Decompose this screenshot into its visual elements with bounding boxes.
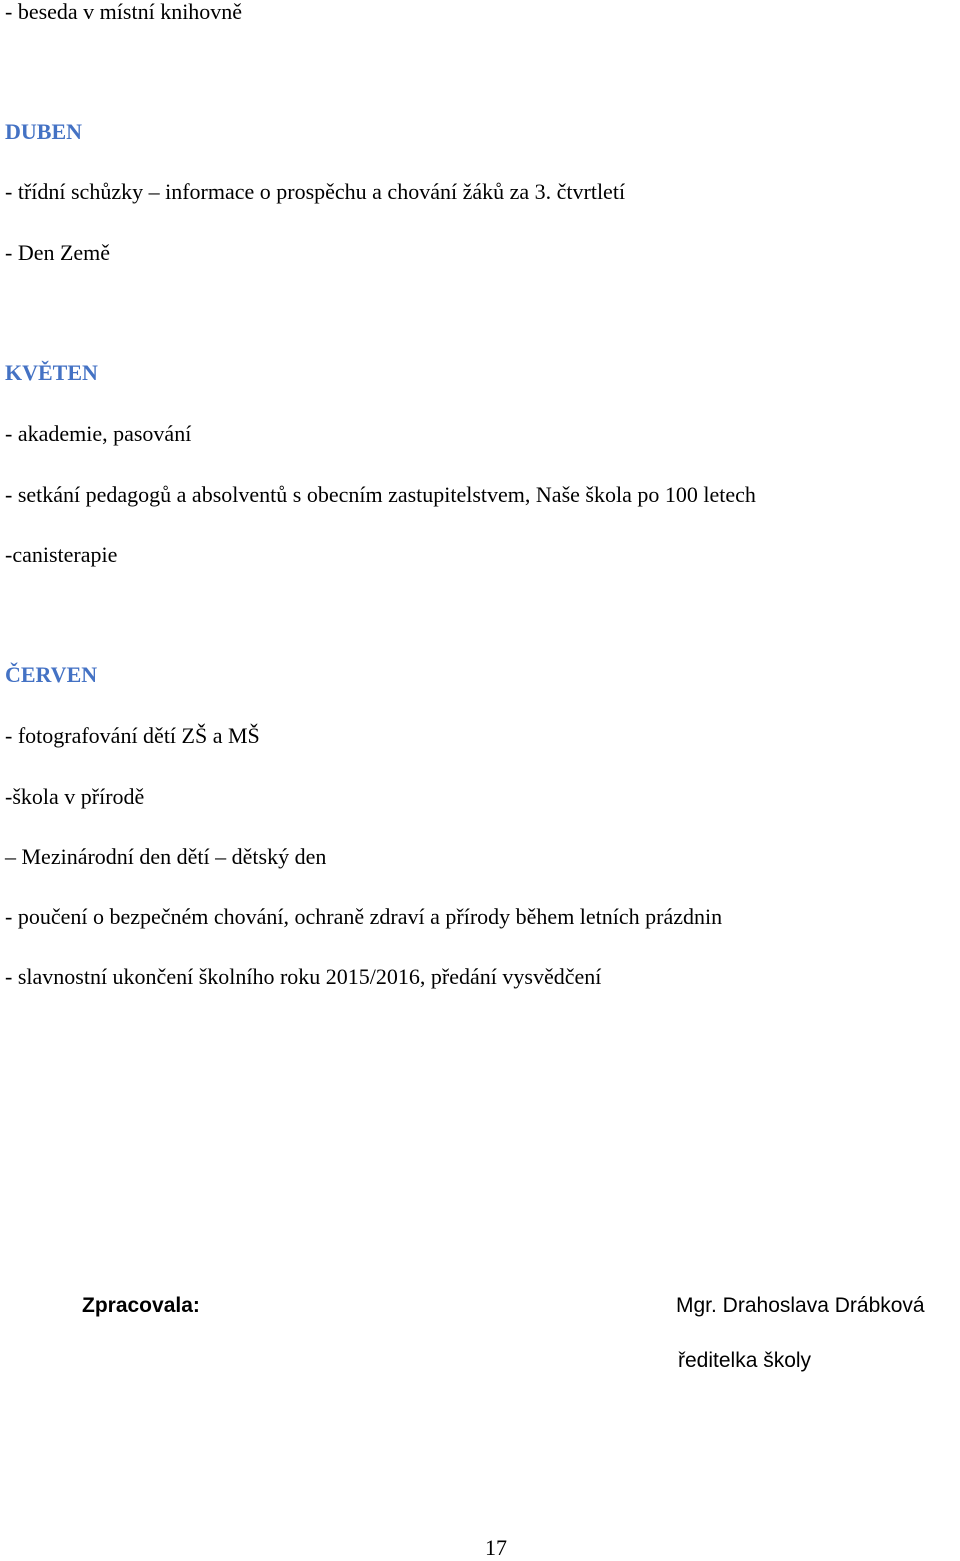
- signature-name: Mgr. Drahoslava Drábková: [676, 1294, 925, 1317]
- item-mezinarodni-den: – Mezinárodní den dětí – dětský den: [5, 844, 327, 869]
- heading-cerven: ČERVEN: [5, 662, 98, 687]
- page-number: 17: [485, 1535, 507, 1560]
- signature-label: Zpracovala:: [82, 1294, 200, 1317]
- item-akademie: - akademie, pasování: [5, 421, 192, 446]
- item-den-zeme: - Den Země: [5, 240, 111, 265]
- item-slavnostni: - slavnostní ukončení školního roku 2015/2016, předání vysvědčení: [5, 964, 602, 989]
- item-tridni-schuzky: - třídní schůzky – informace o prospěchu a chování žáků za 3. čtvrtletí: [5, 179, 626, 204]
- signature-role: ředitelka školy: [678, 1349, 812, 1372]
- item-canisterapie: -canisterapie: [5, 542, 118, 567]
- item-beseda: - beseda v místní knihovně: [5, 0, 243, 24]
- heading-duben: DUBEN: [5, 119, 83, 144]
- heading-kveten: KVĚTEN: [5, 360, 98, 385]
- item-skola-v-prirode: -škola v přírodě: [5, 784, 145, 809]
- item-fotografovani: - fotografování dětí ZŠ a MŠ: [5, 723, 260, 748]
- item-setkani: - setkání pedagogů a absolventů s obecním zastupitelstvem, Naše škola po 100 letech: [5, 482, 756, 507]
- item-pouceni: - poučení o bezpečném chování, ochraně zdraví a přírody během letních prázdnin: [5, 904, 723, 929]
